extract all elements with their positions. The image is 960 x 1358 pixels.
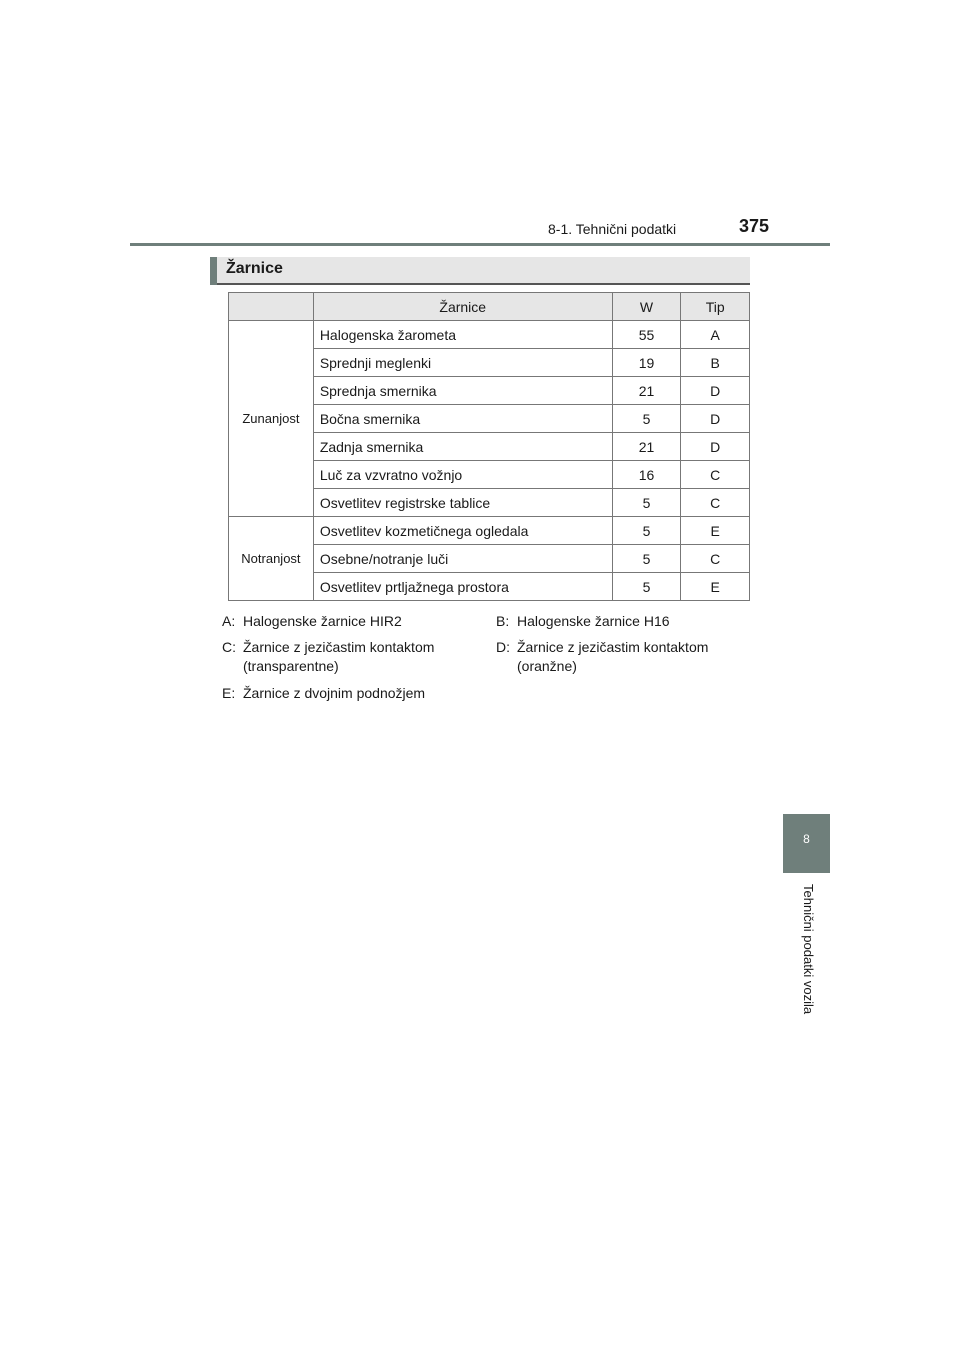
section-title: 8-1. Tehnični podatki: [548, 221, 677, 237]
page-number: 375: [739, 216, 770, 236]
bulb-name-cell: Sprednja smernika: [313, 377, 612, 405]
note-a: A: Halogenske žarnice HIR2: [222, 613, 402, 629]
bulb-name-cell: Bočna smernika: [313, 405, 612, 433]
type-cell: E: [681, 517, 750, 545]
wattage-cell: 5: [612, 489, 681, 517]
type-cell: E: [681, 573, 750, 601]
chapter-tab: [783, 814, 830, 873]
wattage-cell: 5: [612, 545, 681, 573]
type-cell: C: [681, 545, 750, 573]
type-cell: C: [681, 461, 750, 489]
table-header-row: [229, 293, 750, 321]
column-header-w: W: [612, 293, 681, 321]
header-divider: [130, 243, 830, 246]
wattage-cell: 21: [612, 433, 681, 461]
wattage-cell: 55: [612, 321, 681, 349]
bulb-name-cell: Sprednji meglenki: [313, 349, 612, 377]
note-e: E: Žarnice z dvojnim podnožjem: [222, 685, 426, 701]
note-b: B: Halogenske žarnice H16: [496, 613, 670, 629]
note-c: C: Žarnice z jezičastim kontaktom (transparentne): [222, 639, 435, 674]
chapter-label: Tehnični podatki vozila: [801, 884, 816, 1015]
type-cell: A: [681, 321, 750, 349]
section-marker: [210, 257, 217, 285]
wattage-cell: 21: [612, 377, 681, 405]
type-cell: B: [681, 349, 750, 377]
wattage-cell: 16: [612, 461, 681, 489]
chapter-number: 8: [803, 832, 810, 846]
bulb-name-cell: Zadnja smernika: [313, 433, 612, 461]
bulb-table: [228, 292, 750, 601]
wattage-cell: 5: [612, 405, 681, 433]
row-group-label: Notranjost: [229, 517, 314, 601]
table-row: [229, 517, 750, 545]
bulb-name-cell: Osvetlitev kozmetičnega ogledala: [313, 517, 612, 545]
note-d: D: Žarnice z jezičastim kontaktom (oranžne): [496, 639, 709, 674]
section-heading-bar: [210, 257, 750, 285]
wattage-cell: 5: [612, 573, 681, 601]
column-header-tip: Tip: [681, 293, 750, 321]
type-cell: C: [681, 489, 750, 517]
row-group-label: Zunanjost: [229, 321, 314, 517]
type-cell: D: [681, 433, 750, 461]
section-heading: Žarnice: [226, 260, 283, 277]
column-header-bulbs: Žarnice: [313, 293, 612, 321]
table-row: [229, 321, 750, 349]
type-cell: D: [681, 377, 750, 405]
bulb-name-cell: Osvetlitev prtljažnega prostora: [313, 573, 612, 601]
bulb-name-cell: Osvetlitev registrske tablice: [313, 489, 612, 517]
type-cell: D: [681, 405, 750, 433]
bulb-name-cell: Halogenska žarometa: [313, 321, 612, 349]
wattage-cell: 19: [612, 349, 681, 377]
bulb-name-cell: Osebne/notranje luči: [313, 545, 612, 573]
bulb-name-cell: Luč za vzvratno vožnjo: [313, 461, 612, 489]
column-header-group: [229, 293, 314, 321]
wattage-cell: 5: [612, 517, 681, 545]
